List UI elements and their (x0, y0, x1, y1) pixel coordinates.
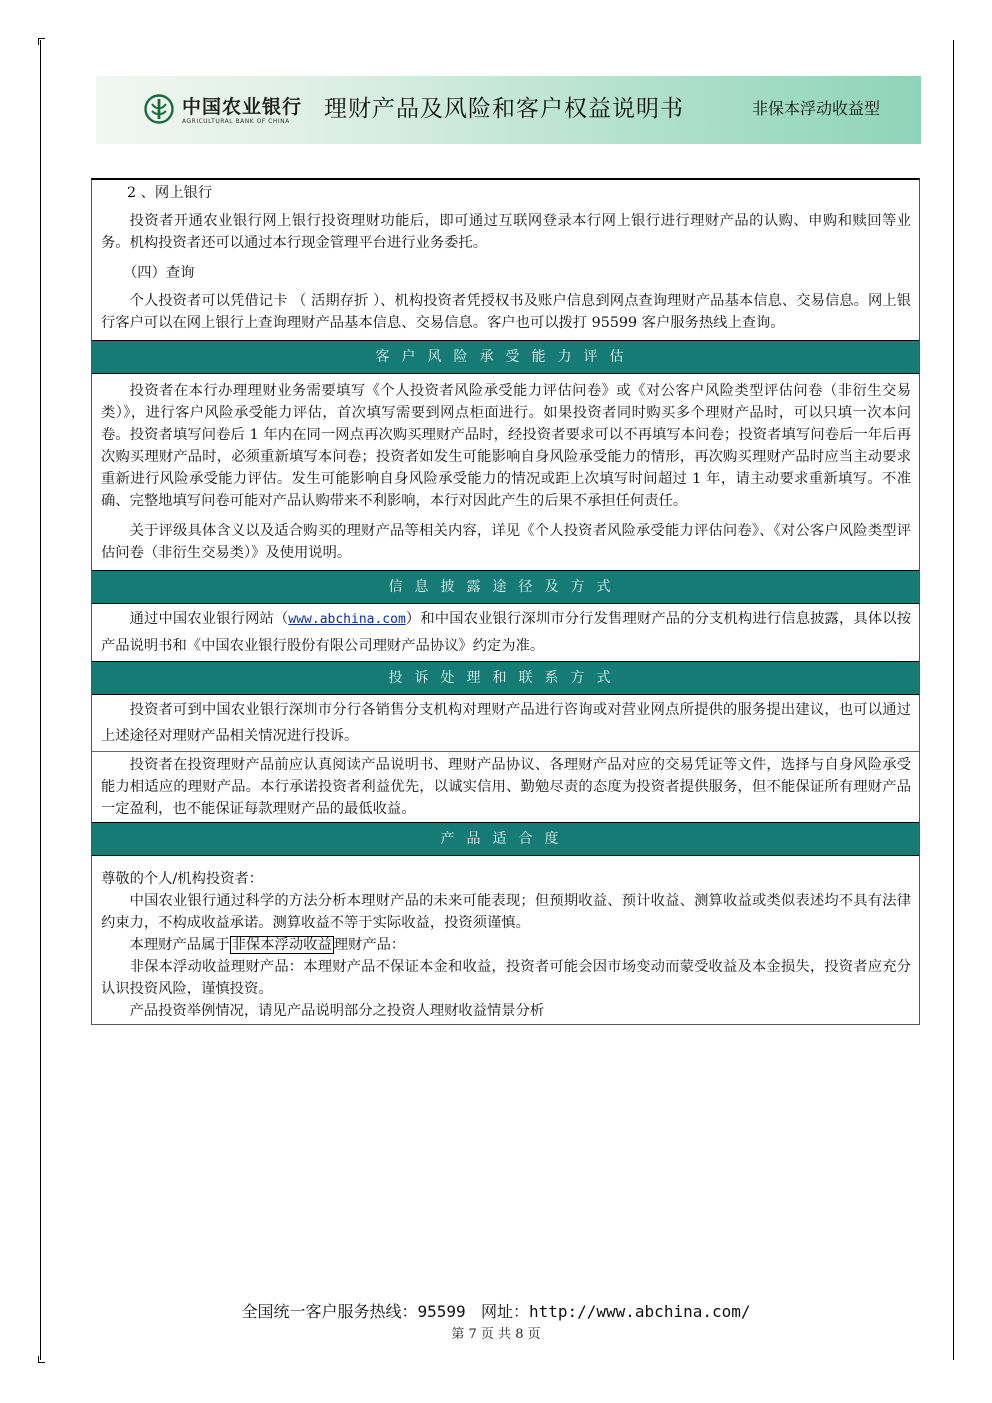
document-title: 理财产品及风险和客户权益说明书 (324, 96, 684, 122)
hotline-number: 95599 (417, 1302, 466, 1321)
product-type-box: 非保本浮动收益 (231, 937, 332, 953)
suitability-section (92, 856, 919, 1024)
query-text: 个人投资者可以凭借记卡 （ 活期存折 ）、机构投资者凭授权书及账户信息到网点查询理财产品基本信息、交易信息。网上银行客户可以在网上银行上查询理财产品基本信息、交易信息。客户也可以拨打 95599 客户服务热线上查询。 (101, 293, 911, 331)
page-header (96, 76, 921, 144)
query-heading: （四）查询 (123, 265, 195, 281)
disclosure-section (92, 604, 919, 661)
corner-mark (38, 1356, 45, 1363)
complaint-text: 投资者可到中国农业银行深圳市分行各销售分支机构对理财产品进行咨询或对营业网点所提供的服务提出建议，也可以通过上述途径对理财产品相关情况进行投诉。 (101, 702, 911, 744)
investor-reminder-section (92, 751, 919, 822)
product-type-suffix: 理财产品： (333, 937, 406, 953)
website-url[interactable]: http://www.abchina.com/ (528, 1302, 751, 1321)
suitability-bar: 产品适合度 (92, 822, 919, 856)
complaint-section (92, 695, 919, 751)
online-banking-section (92, 180, 919, 340)
corner-mark (38, 38, 45, 45)
complaint-bar: 投诉处理和联系方式 (92, 661, 919, 695)
investor-reminder-text: 投资者在投资理财产品前应认真阅读产品说明书、理财产品协议、各理财产品对应的交易凭证等文件，选择与自身风险承受能力相适应的理财产品。本行承诺投资者利益优先，以诚实信用、勤勉尽责的态度为投资者提供服务，但不能保证所有理财产品一定盈利，也不能保证每款理财产品的最低收益。 (101, 757, 911, 817)
product-type-prefix: 本理财产品属于 (129, 937, 230, 953)
bank-name-english: AGRICULTURAL BANK OF CHINA (182, 118, 290, 125)
scenario-analysis-note: 产品投资举例情况，请见产品说明部分之投资人理财收益情景分析 (129, 1003, 545, 1019)
hotline-label: 全国统一客户服务热线： (241, 1302, 418, 1321)
online-banking-text: 投资者开通农业银行网上银行投资理财功能后，即可通过互联网登录本行网上银行进行理财产品的认购、申购和赎回等业务。机构投资者还可以通过本行现金管理平台进行业务委托。 (101, 213, 911, 251)
product-type-statement (101, 934, 911, 956)
product-type-label: 非保本浮动收益型 (752, 99, 881, 118)
suitability-greeting: 尊敬的个人/机构投资者： (101, 871, 264, 887)
abc-logo-icon (144, 94, 174, 124)
risk-assessment-text: 投资者在本行办理理财业务需要填写《个人投资者风险承受能力评估问卷》或《对公客户风险类型评估问卷（非衍生交易类）》，进行客户风险承受能力评估，首次填写需要到网点柜面进行。如果投资者同时购买多个理财产品时，可以只填一次本问卷。投资者填写问卷后 1 年内在同一网点再次购买理财产品时，经投资者要求可以不再填写本问卷；投资者填写问卷后一年后再次购买理财产品时，必须重新填写本问卷；投资者如发生可能影响自身风险承受能力的情形，再次购买理财产品时应当主动要求重新进行风险承受能力评估。发生可能影响自身风险承受能力的情况或距上次填写时间超过 1 年，请主动要求重新填写。不准确、完整地填写问卷可能对产品认购带来不利影响，本行对因此产生的后果不承担任何责任。 (101, 383, 911, 509)
risk-assessment-note: 关于评级具体含义以及适合购买的理财产品等相关内容，详见《个人投资者风险承受能力评估问卷》、《对公客户风险类型评估问卷（非衍生交易类）》及使用说明。 (101, 523, 911, 561)
risk-assessment-bar: 客户风险承受能力评估 (92, 340, 919, 374)
disclosure-bar: 信息披露途径及方式 (92, 570, 919, 604)
footer-contact (0, 1299, 992, 1322)
disclosure-text-start: 通过中国农业银行网站（ (129, 611, 289, 627)
online-banking-heading: 2 、网上银行 (127, 185, 213, 201)
content-table (91, 178, 920, 1025)
disclosure-text-end: ）和中国农业银行深圳市分行发售理财产品的分支机构进行信息披露，具体以按产品说明书和《中国农业银行股份有限公司理财产品协议》约定为准。 (101, 611, 912, 654)
website-label: 网址： (480, 1302, 529, 1321)
product-risk-description: 非保本浮动收益理财产品：本理财产品不保证本金和收益，投资者可能会因市场变动而蒙受收益及本金损失，投资者应充分认识投资风险，谨慎投资。 (101, 959, 911, 997)
bank-name: 中国农业银行 (182, 96, 303, 118)
risk-assessment-section (92, 374, 919, 570)
abchina-link[interactable]: www.abchina.com (288, 612, 406, 627)
disclosure-text (101, 606, 911, 659)
page-number: 第 7 页 共 8 页 (451, 1327, 541, 1342)
suitability-text: 中国农业银行通过科学的方法分析本理财产品的未来可能表现；但预期收益、预计收益、测算收益或类似表述均不具有法律约束力，不构成收益承诺。测算收益不等于实际收益，投资须谨慎。 (101, 893, 911, 931)
